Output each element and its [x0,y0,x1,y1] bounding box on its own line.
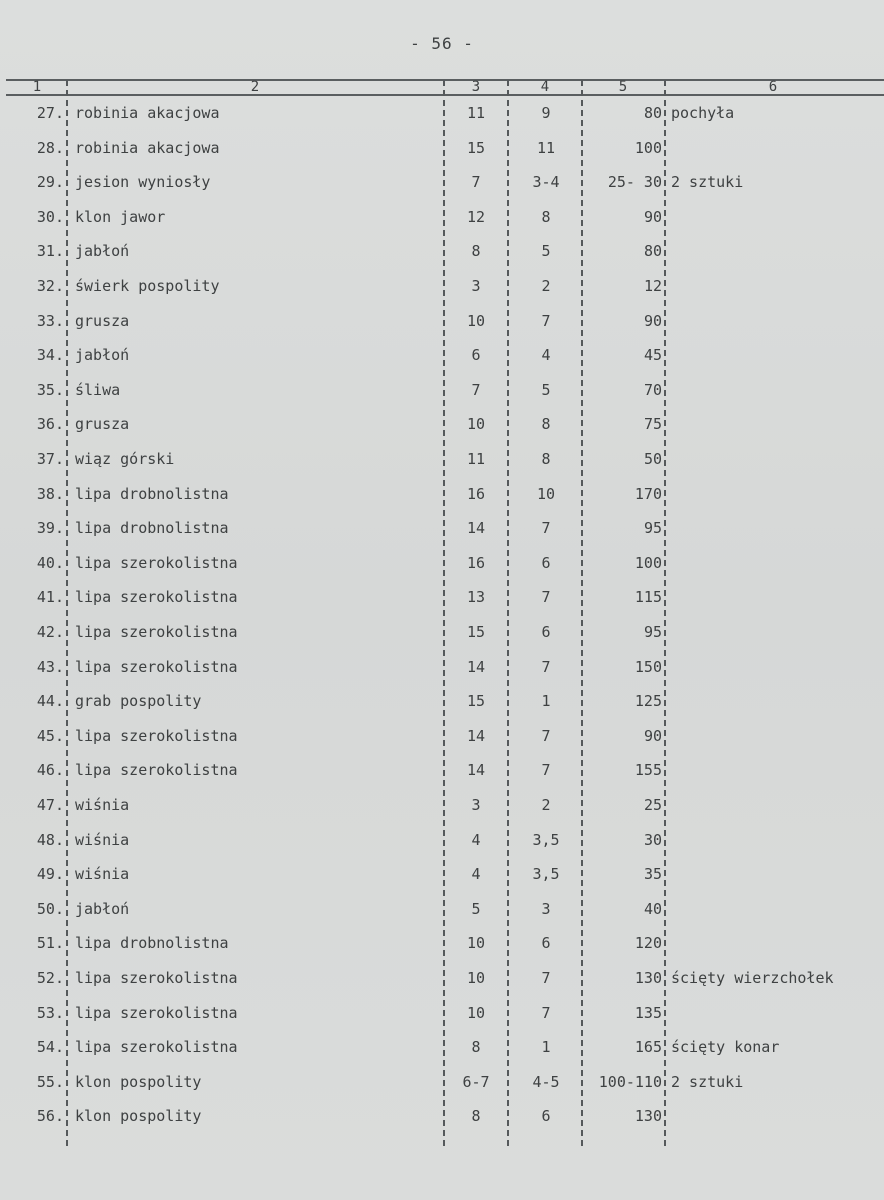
row-number: 40. [36,553,64,572]
column-5-value: 100-110 [598,1072,662,1091]
row-number: 51. [36,934,64,953]
column-5-value: 25 [643,796,662,814]
column-4-value: 5 [541,380,551,399]
column-3-value: 3 [471,277,481,295]
species-name: lipa szerokolistna [75,761,238,780]
column-4-value: 6 [541,934,551,953]
row-number: 56. [36,1107,64,1126]
row-number: 27. [36,104,64,122]
column-3-value: 7 [471,380,481,399]
column-5-value: 115 [634,588,662,607]
species-name: lipa szerokolistna [75,553,238,572]
column-3-value: 8 [471,1038,481,1057]
column-3-value: 4 [471,830,481,849]
row-number: 28. [36,138,64,157]
species-name: lipa szerokolistna [75,623,238,641]
species-name: wiąz górski [75,450,175,468]
species-name: lipa szerokolistna [75,969,238,987]
table-row [0,650,884,684]
row-number: 29. [36,173,64,192]
row-number: 52. [36,969,64,987]
row-number: 53. [36,1003,64,1022]
species-name: śliwa [75,380,121,399]
column-3-value: 10 [466,311,486,330]
column-5-value: 95 [643,623,662,641]
table-row [0,1030,884,1064]
table-row [0,615,884,649]
column-4-value: 7 [541,761,551,780]
species-name: grab pospolity [75,692,202,711]
species-name: jesion wyniosły [75,173,211,192]
species-name: lipa szerokolistna [75,588,238,607]
column-3-value: 10 [466,1003,486,1022]
column-3-value: 8 [471,242,481,261]
column-3-value: 16 [466,553,486,572]
column-5-value: 90 [643,207,662,226]
table-row [0,1065,884,1099]
row-number: 39. [36,519,64,538]
row-number: 30. [36,207,64,226]
row-number: 48. [36,830,64,849]
column-5-value: 30 [643,830,662,849]
column-3-value: 14 [466,519,486,538]
species-name: klon jawor [75,207,166,226]
column-4-value: 3 [541,899,551,918]
column-3-value: 14 [466,657,486,676]
table-row [0,961,884,995]
remark: ścięty wierzchołek [671,969,834,987]
row-number: 50. [36,899,64,918]
column-header-5: 5 [618,79,628,95]
species-name: wiśnia [75,796,130,814]
table-row [0,338,884,372]
column-3-value: 15 [466,623,486,641]
table-row [0,304,884,338]
column-5-value: 90 [643,726,662,745]
column-5-value: 70 [643,380,662,399]
column-4-value: 7 [541,519,551,538]
column-5-value: 130 [634,969,662,987]
column-4-value: 1 [541,1038,551,1057]
column-3-value: 10 [466,969,486,987]
column-4-value: 8 [541,415,551,434]
column-4-value: 8 [541,207,551,226]
column-3-value: 5 [471,899,481,918]
species-name: lipa szerokolistna [75,1038,238,1057]
species-name: lipa drobnolistna [75,484,229,503]
table-row [0,200,884,234]
row-number: 31. [36,242,64,261]
row-number: 35. [36,380,64,399]
column-3-value: 4 [471,865,481,884]
table-row [0,857,884,891]
column-5-value: 130 [634,1107,662,1126]
species-name: klon pospolity [75,1072,202,1091]
table-row [0,1099,884,1133]
column-3-value: 8 [471,1107,481,1126]
column-4-value: 1 [541,692,551,711]
column-4-value: 7 [541,657,551,676]
species-name: wiśnia [75,865,130,884]
row-number: 49. [36,865,64,884]
column-4-value: 7 [541,969,551,987]
column-5-value: 150 [634,657,662,676]
column-3-value: 14 [466,726,486,745]
row-number: 55. [36,1072,64,1091]
row-number: 37. [36,450,64,468]
species-name: jabłoń [75,242,130,261]
column-4-value: 7 [541,726,551,745]
column-5-value: 35 [643,865,662,884]
column-4-value: 4 [541,346,551,365]
column-5-value: 170 [634,484,662,503]
column-4-value: 8 [541,450,551,468]
table-row [0,684,884,718]
column-3-value: 11 [466,104,486,122]
column-4-value: 3-4 [532,173,560,192]
table-row [0,511,884,545]
column-3-value: 11 [466,450,486,468]
column-header-1: 1 [32,79,42,95]
column-5-value: 100 [634,553,662,572]
column-header-4: 4 [540,79,550,95]
column-header-3: 3 [471,79,481,95]
row-number: 34. [36,346,64,365]
column-5-value: 95 [643,519,662,538]
column-3-value: 16 [466,484,486,503]
species-name: wiśnia [75,830,130,849]
row-number: 45. [36,726,64,745]
table-row [0,165,884,199]
row-number: 41. [36,588,64,607]
row-number: 42. [36,623,64,641]
table-row [0,719,884,753]
column-4-value: 11 [536,138,556,157]
row-number: 44. [36,692,64,711]
table-row [0,546,884,580]
column-3-value: 10 [466,415,486,434]
table-row [0,580,884,614]
table-row [0,753,884,787]
column-3-value: 6 [471,346,481,365]
table-row [0,131,884,165]
row-number: 32. [36,277,64,295]
column-4-value: 6 [541,553,551,572]
column-5-value: 120 [634,934,662,953]
column-5-value: 50 [643,450,662,468]
column-5-value: 80 [643,104,662,122]
table-row [0,477,884,511]
species-name: grusza [75,311,130,330]
column-5-value: 100 [634,138,662,157]
species-name: lipa szerokolistna [75,657,238,676]
table-row [0,96,884,130]
column-5-value: 135 [634,1003,662,1022]
column-5-value: 25- 30 [607,173,662,192]
row-number: 46. [36,761,64,780]
remark: 2 sztuki [671,1072,744,1091]
column-5-value: 45 [643,346,662,365]
table-row [0,996,884,1030]
table-row [0,269,884,303]
species-name: lipa drobnolistna [75,934,229,953]
row-number: 33. [36,311,64,330]
column-5-value: 40 [643,899,662,918]
column-4-value: 2 [541,796,551,814]
column-header-2: 2 [250,79,260,95]
column-3-value: 14 [466,761,486,780]
column-3-value: 3 [471,796,481,814]
table-row [0,407,884,441]
table-row [0,823,884,857]
column-5-value: 12 [643,277,662,295]
column-4-value: 7 [541,1003,551,1022]
row-number: 47. [36,796,64,814]
remark: 2 sztuki [671,173,744,192]
column-3-value: 6-7 [462,1072,490,1091]
column-5-value: 90 [643,311,662,330]
column-4-value: 3,5 [532,865,560,884]
species-name: grusza [75,415,130,434]
column-4-value: 6 [541,1107,551,1126]
column-4-value: 5 [541,242,551,261]
row-number: 38. [36,484,64,503]
column-4-value: 3,5 [532,830,560,849]
column-3-value: 15 [466,692,486,711]
table-row [0,373,884,407]
species-name: świerk pospolity [75,277,220,295]
column-5-value: 125 [634,692,662,711]
column-4-value: 2 [541,277,551,295]
column-3-value: 10 [466,934,486,953]
column-4-value: 10 [536,484,556,503]
row-number: 54. [36,1038,64,1057]
column-3-value: 13 [466,588,486,607]
species-name: klon pospolity [75,1107,202,1126]
column-3-value: 12 [466,207,486,226]
column-3-value: 15 [466,138,486,157]
row-number: 36. [36,415,64,434]
column-4-value: 7 [541,311,551,330]
page-number: - 56 - [410,34,474,53]
remark: ścięty konar [671,1038,780,1057]
species-name: robinia akacjowa [75,138,220,157]
species-name: lipa drobnolistna [75,519,229,538]
table-row [0,926,884,960]
row-number: 43. [36,657,64,676]
column-5-value: 75 [643,415,662,434]
species-name: lipa szerokolistna [75,726,238,745]
column-5-value: 155 [634,761,662,780]
column-3-value: 7 [471,173,481,192]
species-name: robinia akacjowa [75,104,220,122]
species-name: lipa szerokolistna [75,1003,238,1022]
column-4-value: 9 [541,104,551,122]
remark: pochyła [671,104,735,122]
column-5-value: 80 [643,242,662,261]
table-row [0,234,884,268]
column-4-value: 4-5 [532,1072,560,1091]
table-row [0,892,884,926]
species-name: jabłoń [75,346,130,365]
column-5-value: 165 [634,1038,662,1057]
column-header-6: 6 [768,79,778,95]
table-row [0,788,884,822]
column-4-value: 6 [541,623,551,641]
column-4-value: 7 [541,588,551,607]
table-row [0,442,884,476]
species-name: jabłoń [75,899,130,918]
